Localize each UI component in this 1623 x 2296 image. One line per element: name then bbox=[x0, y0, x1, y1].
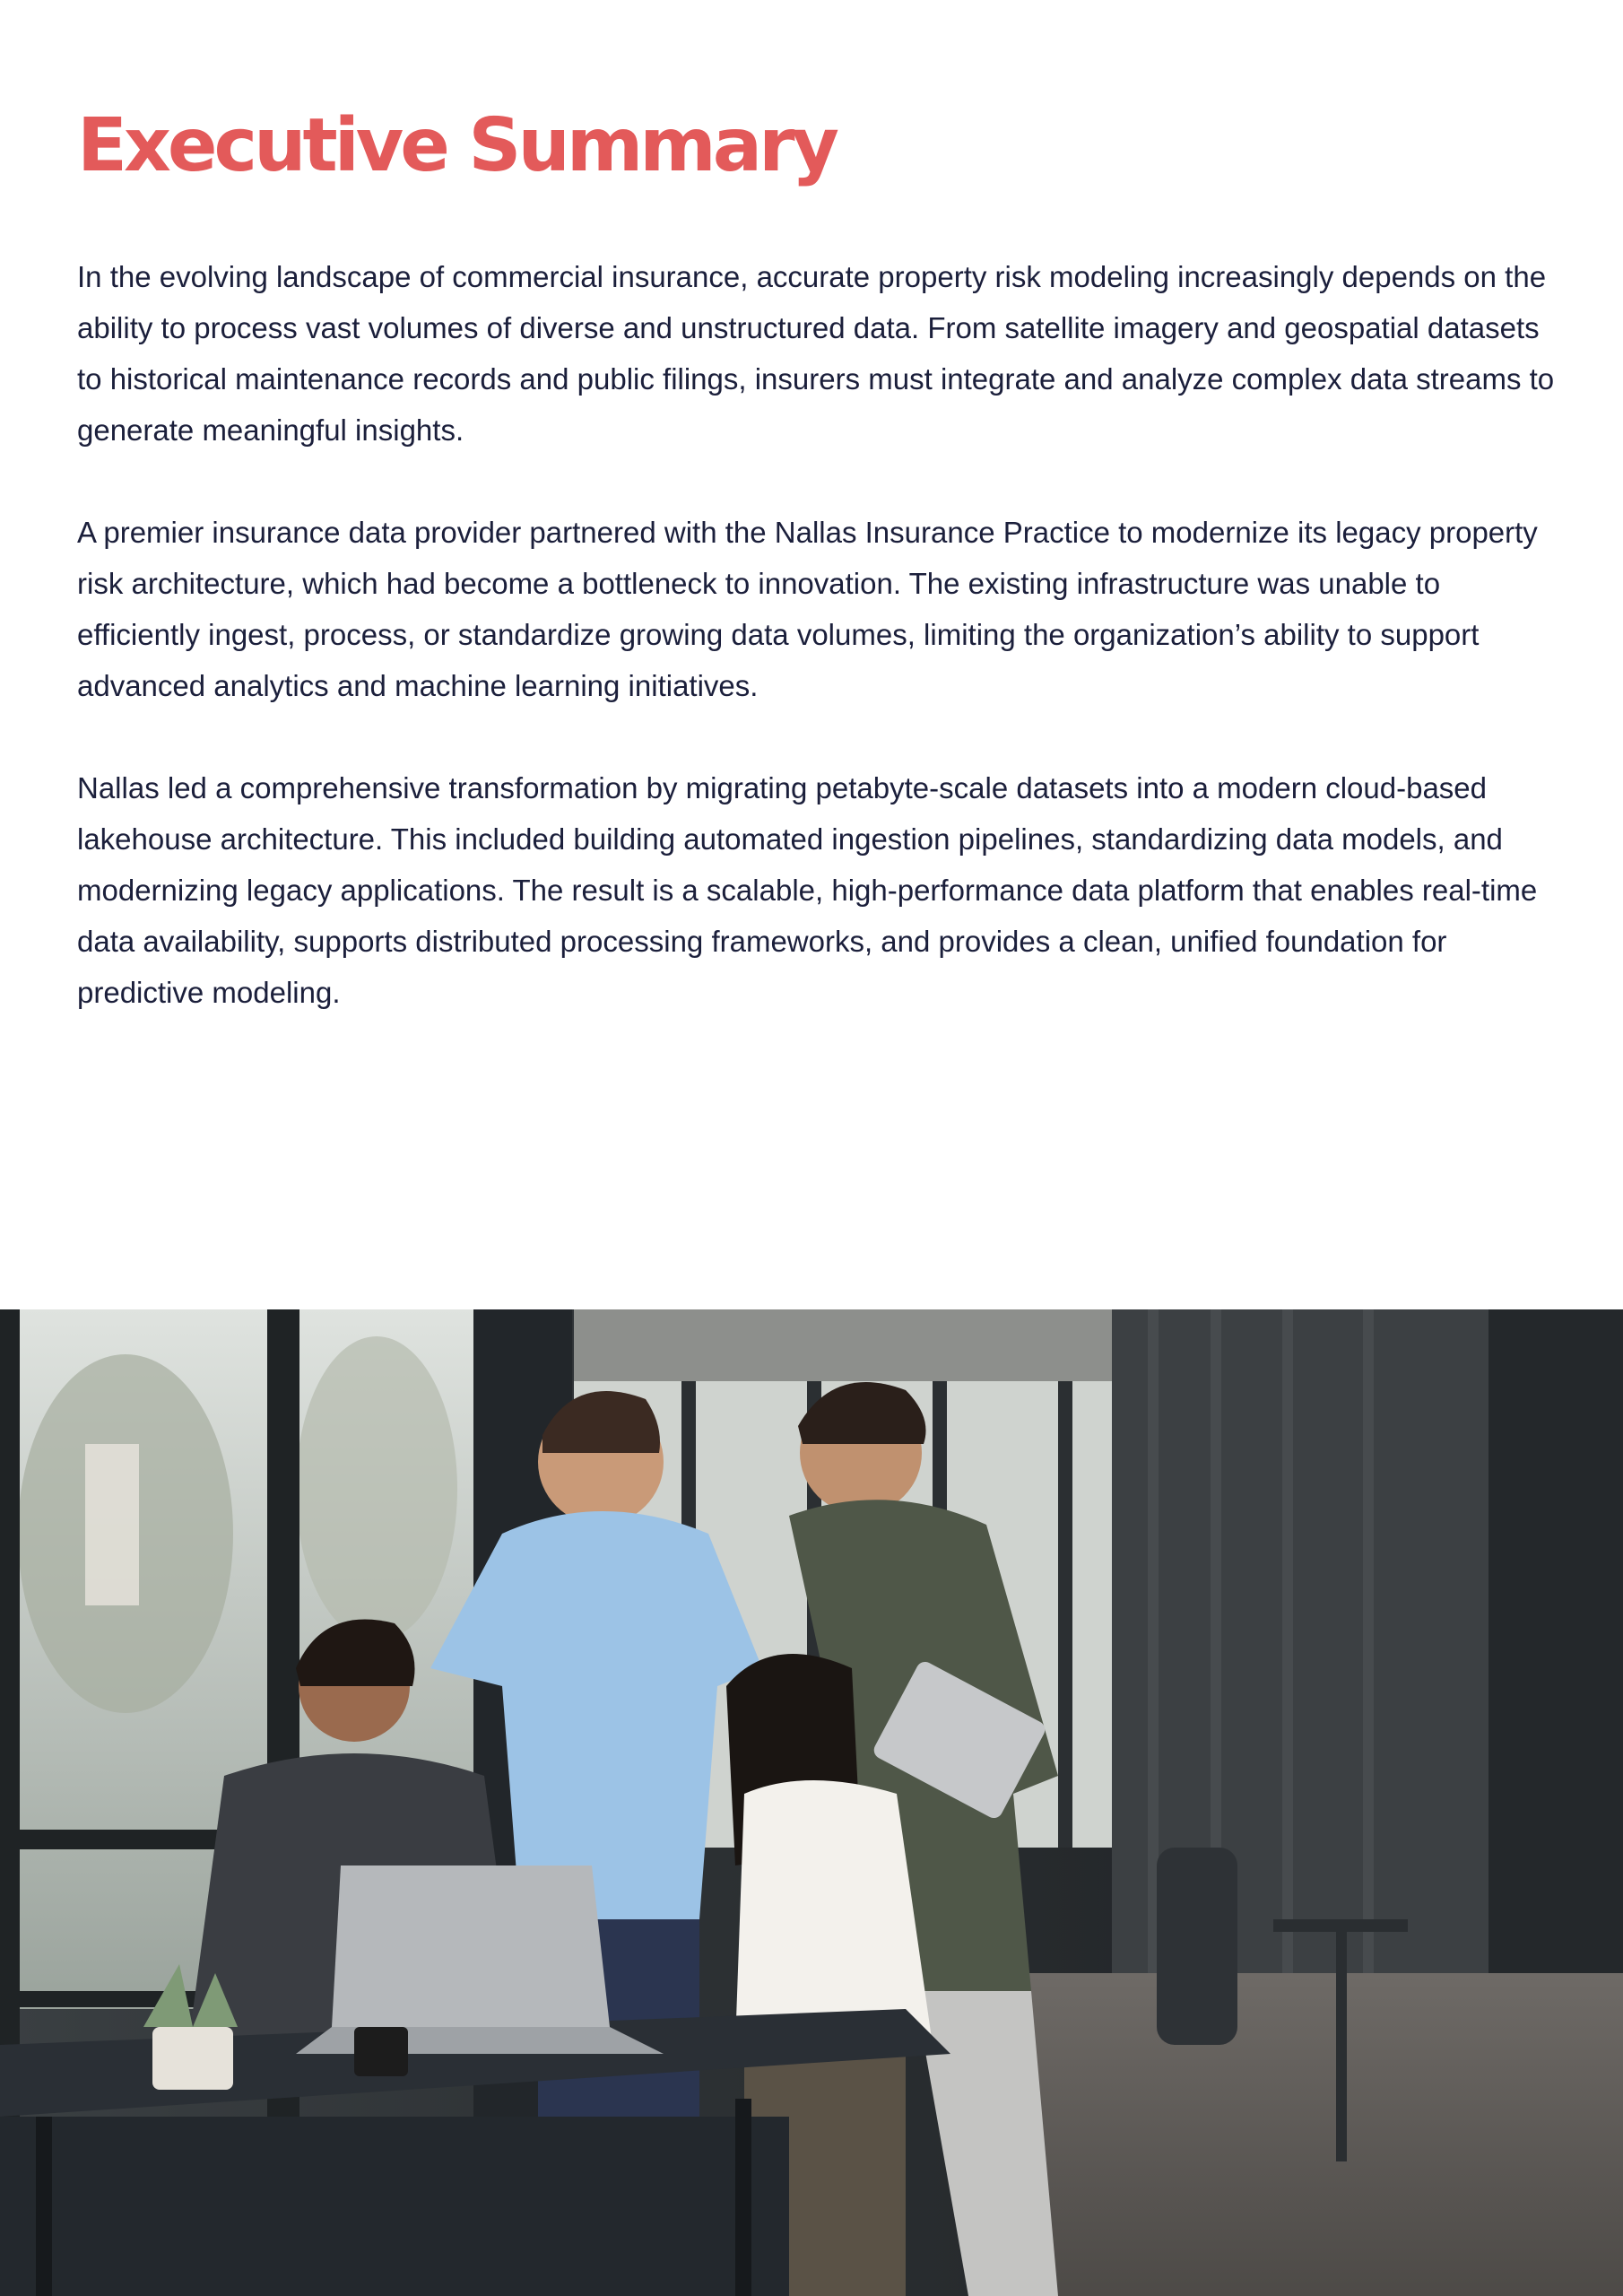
team-photo bbox=[0, 1309, 1623, 2296]
body-text bbox=[77, 251, 1557, 1069]
page-title: Executive Summary bbox=[77, 103, 836, 188]
team-photo-illustration bbox=[0, 1309, 1623, 2296]
paragraph-intro: In the evolving landscape of commercial insurance, accurate property risk modeling increasingly depends on the ability to process vast volumes of diverse and unstructured data. From satellite imagery and geospatial datasets to historical maintenance records and public filings, insurers must integrate and analyze complex data streams to generate meaningful insights. bbox=[77, 260, 1555, 447]
paragraph-transformation: Nallas led a comprehensive transformation by migrating petabyte-scale datasets into a modern cloud-based lakehouse architecture. This included building automated ingestion pipelines, standardizing data models, and modernizing legacy applications. The result is a scalable, high-performance data platform that enables real-time data availability, supports distributed processing frameworks, and provides a clean, unified foundation for predictive modeling. bbox=[77, 771, 1538, 1009]
paragraph-partnership: A premier insurance data provider partnered with the Nallas Insurance Practice to modernize its legacy property risk architecture, which had become a bottleneck to innovation. The existing infrastructure was unable to efficiently ingest, process, or standardize growing data volumes, limiting the organization’s ability to support advanced analytics and machine learning initiatives. bbox=[77, 516, 1538, 702]
